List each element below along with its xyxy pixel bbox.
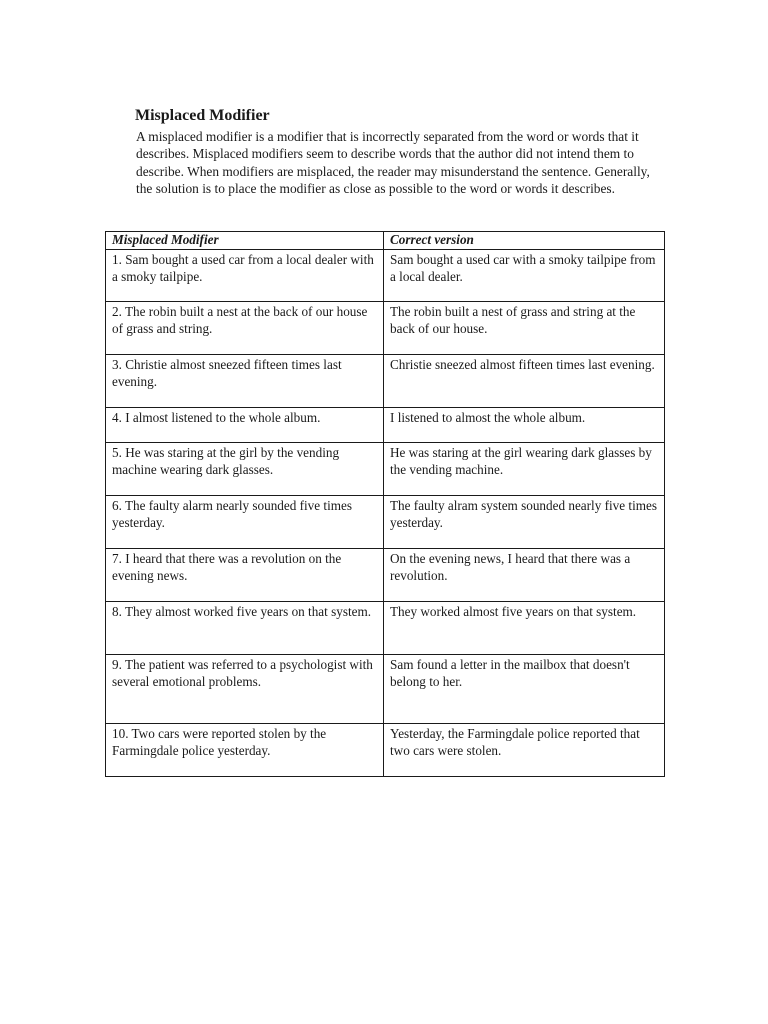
misplaced-cell: 2. The robin built a nest at the back of our house of grass and string. <box>106 302 384 355</box>
correct-cell: The robin built a nest of grass and string at the back of our house. <box>384 302 665 355</box>
misplaced-cell: 1. Sam bought a used car from a local dealer with a smoky tailpipe. <box>106 250 384 302</box>
table-header-row <box>106 232 665 250</box>
table-row <box>106 355 665 408</box>
misplaced-cell: 5. He was staring at the girl by the vending machine wearing dark glasses. <box>106 443 384 496</box>
page-title: Misplaced Modifier <box>135 107 270 124</box>
table-row <box>106 655 665 724</box>
table-row <box>106 408 665 443</box>
table-row <box>106 602 665 655</box>
table-row <box>106 250 665 302</box>
correct-cell: Sam found a letter in the mailbox that doesn't belong to her. <box>384 655 665 724</box>
misplaced-cell: 8. They almost worked five years on that system. <box>106 602 384 655</box>
correct-cell: Sam bought a used car with a smoky tailpipe from a local dealer. <box>384 250 665 302</box>
misplaced-cell: 4. I almost listened to the whole album. <box>106 408 384 443</box>
modifier-table <box>105 231 665 777</box>
correct-cell: They worked almost five years on that system. <box>384 602 665 655</box>
misplaced-cell: 3. Christie almost sneezed fifteen times last evening. <box>106 355 384 408</box>
correct-cell: I listened to almost the whole album. <box>384 408 665 443</box>
intro-paragraph: A misplaced modifier is a modifier that is incorrectly separated from the word or words that it describes. Misplaced modifiers seem to describe words that the author did not intend them to describe. When modifiers are misplaced, the reader may misunderstand the sentence. Generally, the solution is to place the modifier as close as possible to the word or words it describes. <box>136 129 650 196</box>
table-row <box>106 549 665 602</box>
table-row <box>106 443 665 496</box>
table-row <box>106 724 665 777</box>
correct-cell: On the evening news, I heard that there was a revolution. <box>384 549 665 602</box>
column-header-correct: Correct version <box>384 232 665 250</box>
table-row <box>106 496 665 549</box>
table-row <box>106 302 665 355</box>
misplaced-cell: 9. The patient was referred to a psychologist with several emotional problems. <box>106 655 384 724</box>
misplaced-cell: 6. The faulty alarm nearly sounded five times yesterday. <box>106 496 384 549</box>
correct-cell: Yesterday, the Farmingdale police reported that two cars were stolen. <box>384 724 665 777</box>
correct-cell: He was staring at the girl wearing dark glasses by the vending machine. <box>384 443 665 496</box>
correct-cell: The faulty alram system sounded nearly five times yesterday. <box>384 496 665 549</box>
misplaced-cell: 7. I heard that there was a revolution on the evening news. <box>106 549 384 602</box>
misplaced-cell: 10. Two cars were reported stolen by the Farmingdale police yesterday. <box>106 724 384 777</box>
column-header-misplaced: Misplaced Modifier <box>106 232 384 250</box>
correct-cell: Christie sneezed almost fifteen times last evening. <box>384 355 665 408</box>
